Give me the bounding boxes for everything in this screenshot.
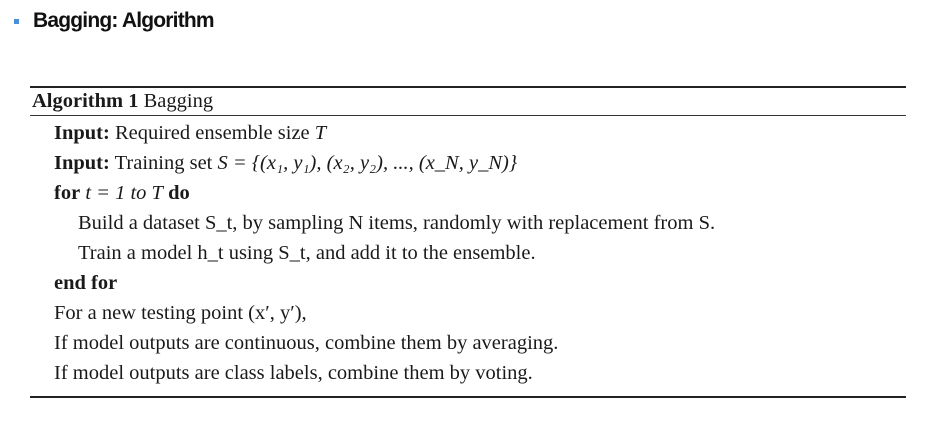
math-expression: S = {(x₁, y₁), (x₂, y₂), ..., (x_N, y_N)}: [217, 152, 518, 174]
input-text: Training set: [114, 152, 213, 174]
post-line-1: For a new testing point (x′, y′),: [54, 302, 307, 324]
algorithm-body: [30, 116, 906, 388]
loop-step-2: Train a model h_t using S_t, and add it to the ensemble.: [78, 242, 536, 264]
algorithm-name: Bagging: [143, 90, 214, 112]
do-keyword: do: [168, 182, 190, 204]
end-for-line: end for: [54, 272, 118, 294]
post-line-3: If model outputs are class labels, combine them by voting.: [54, 362, 533, 384]
slide-header: [14, 6, 214, 36]
math-expression: T: [314, 122, 327, 144]
algorithm-number: Algorithm 1: [32, 90, 139, 112]
bottom-rule: [30, 396, 906, 398]
input-line-1: [30, 118, 906, 148]
input-keyword: Input:: [54, 152, 110, 174]
slide-title: Bagging: Algorithm: [33, 9, 214, 32]
for-line: [30, 178, 906, 208]
algorithm-caption: [30, 88, 906, 115]
algorithm-box: [30, 86, 906, 398]
input-keyword: Input:: [54, 122, 110, 144]
input-text: Required ensemble size: [114, 122, 310, 144]
post-line-2: If model outputs are continuous, combine them by averaging.: [54, 332, 559, 354]
for-range: t = 1 to T: [85, 182, 163, 204]
for-keyword: for: [54, 182, 81, 204]
bullet-icon: [14, 19, 19, 24]
input-line-2: [30, 148, 906, 178]
loop-step-1: Build a dataset S_t, by sampling N items, randomly with replacement from S.: [78, 212, 716, 234]
